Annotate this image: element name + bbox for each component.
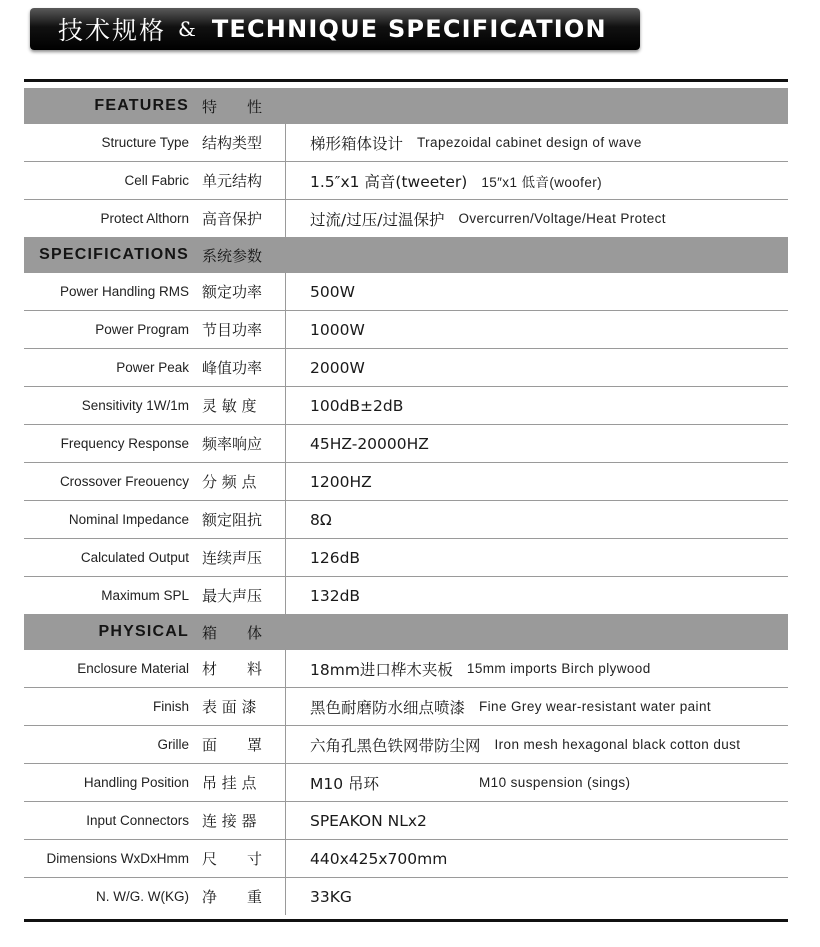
spec-label-zh: 连续声压 xyxy=(202,549,263,567)
spec-value-note: M10 suspension (sings) xyxy=(479,775,631,790)
spec-row xyxy=(24,840,788,878)
spec-label-en: Grille xyxy=(157,737,189,752)
spec-value: 梯形箱体设计 xyxy=(310,134,404,153)
section-title-zh: 特 性 xyxy=(202,97,263,116)
spec-value-cell xyxy=(285,463,788,500)
spec-value: 440x425x700mm xyxy=(310,849,448,868)
spec-row xyxy=(24,764,788,802)
spec-label-zh: 灵 敏 度 xyxy=(202,397,257,415)
spec-label-en: Calculated Output xyxy=(80,550,189,565)
spec-value: 1000W xyxy=(310,320,365,339)
section-title-en: PHYSICAL xyxy=(98,623,189,640)
spec-label-zh: 最大声压 xyxy=(202,587,263,605)
spec-value-note: Fine Grey wear-resistant water paint xyxy=(479,699,711,714)
spec-value: 2000W xyxy=(310,358,365,377)
spec-value-cell xyxy=(285,726,788,763)
spec-value-cell xyxy=(285,840,788,877)
spec-label-zh: 节目功率 xyxy=(202,321,263,339)
spec-label-zh: 表 面 漆 xyxy=(202,698,257,716)
spec-label-en: Crossover Freouency xyxy=(59,474,189,489)
spec-value-note: 15″x1 低音(woofer) xyxy=(481,174,603,190)
spec-label-zh: 净 重 xyxy=(202,888,263,906)
spec-label-en: Input Connectors xyxy=(86,813,189,828)
spec-value: 8Ω xyxy=(310,510,332,529)
spec-value-cell xyxy=(285,387,788,424)
spec-value-note: Trapezoidal cabinet design of wave xyxy=(417,135,642,150)
section-title-en: SPECIFICATIONS xyxy=(39,246,189,263)
table-bottom-rule xyxy=(24,919,788,922)
spec-label-zh: 额定功率 xyxy=(202,283,263,301)
spec-value-cell xyxy=(285,650,788,687)
spec-value-note: 15mm imports Birch plywood xyxy=(466,661,651,676)
spec-label-zh: 分 频 点 xyxy=(202,473,257,491)
section-header xyxy=(24,88,788,124)
spec-value: SPEAKON NLx2 xyxy=(310,811,427,830)
spec-value-cell xyxy=(285,501,788,538)
spec-value-cell xyxy=(285,539,788,576)
spec-value: 500W xyxy=(310,282,355,301)
spec-label-en: Protect Althorn xyxy=(100,211,189,226)
spec-value-cell xyxy=(285,273,788,310)
spec-label-en: Frequency Response xyxy=(60,436,189,451)
spec-label-en: Sensitivity 1W/1m xyxy=(81,398,189,413)
spec-label-zh: 材 料 xyxy=(202,660,263,678)
spec-value-cell xyxy=(285,764,788,801)
spec-row xyxy=(24,539,788,577)
section-title-zh: 箱 体 xyxy=(202,623,263,642)
spec-label-en: Power Peak xyxy=(116,360,189,375)
spec-row xyxy=(24,726,788,764)
spec-label-zh: 峰值功率 xyxy=(202,359,263,377)
section-title-en: FEATURES xyxy=(94,97,189,114)
spec-row xyxy=(24,425,788,463)
spec-row xyxy=(24,650,788,688)
spec-value-cell xyxy=(285,802,788,839)
spec-value-cell xyxy=(285,311,788,348)
spec-value: 126dB xyxy=(310,548,361,567)
title-ampersand: & xyxy=(178,17,196,41)
section-header xyxy=(24,614,788,650)
spec-label-en: Cell Fabric xyxy=(124,173,189,188)
section-rows xyxy=(24,273,788,614)
spec-row xyxy=(24,878,788,915)
title-banner xyxy=(30,8,640,50)
section-rows xyxy=(24,124,788,237)
spec-value-cell xyxy=(285,124,788,161)
spec-row xyxy=(24,802,788,840)
spec-label-zh: 结构类型 xyxy=(202,134,263,152)
spec-label-en: Structure Type xyxy=(101,135,189,150)
spec-label-en: Finish xyxy=(152,699,189,714)
spec-value: 132dB xyxy=(310,586,361,605)
title-zh: 技术规格 xyxy=(58,16,167,45)
spec-label-en: Enclosure Material xyxy=(77,661,189,676)
spec-value: 45HZ-20000HZ xyxy=(310,434,429,453)
title-en: TECHNIQUE SPECIFICATION xyxy=(211,15,607,43)
spec-label-en: N. W/G. W(KG) xyxy=(96,889,189,904)
spec-row xyxy=(24,463,788,501)
spec-label-zh: 尺 寸 xyxy=(202,850,263,868)
spec-value-cell xyxy=(285,349,788,386)
spec-value-cell xyxy=(285,688,788,725)
spec-row xyxy=(24,162,788,200)
spec-row xyxy=(24,688,788,726)
spec-label-en: Maximum SPL xyxy=(101,588,189,603)
spec-value: 100dB±2dB xyxy=(310,396,404,415)
spec-value-cell xyxy=(285,162,788,199)
spec-row xyxy=(24,200,788,237)
spec-value: 六角孔黑色铁网带防尘网 xyxy=(310,736,481,755)
spec-label-zh: 单元结构 xyxy=(202,172,263,190)
section-header xyxy=(24,237,788,273)
spec-value-cell xyxy=(285,425,788,462)
spec-label-en: Power Handling RMS xyxy=(59,284,189,299)
spec-value-note: Overcurren/Voltage/Heat Protect xyxy=(458,211,666,226)
table-body xyxy=(24,88,788,915)
spec-label-en: Dimensions WxDxHmm xyxy=(46,851,189,866)
spec-label-zh: 额定阻抗 xyxy=(202,511,263,529)
spec-row xyxy=(24,311,788,349)
spec-row xyxy=(24,273,788,311)
spec-value-cell xyxy=(285,878,788,915)
spec-label-zh: 频率响应 xyxy=(202,435,263,453)
spec-label-en: Nominal Impedance xyxy=(68,512,189,527)
table-top-rule xyxy=(24,79,788,82)
spec-label-zh: 吊 挂 点 xyxy=(202,774,257,792)
spec-row xyxy=(24,349,788,387)
spec-row xyxy=(24,124,788,162)
spec-value: 1200HZ xyxy=(310,472,372,491)
spec-value-note: Iron mesh hexagonal black cotton dust xyxy=(494,737,741,752)
spec-value: M10 吊环 xyxy=(310,774,380,793)
spec-table xyxy=(24,79,788,922)
spec-label-en: Power Program xyxy=(95,322,189,337)
spec-label-zh: 高音保护 xyxy=(202,210,263,228)
spec-row xyxy=(24,387,788,425)
spec-value: 33KG xyxy=(310,887,352,906)
spec-row xyxy=(24,501,788,539)
spec-row xyxy=(24,577,788,614)
section-rows xyxy=(24,650,788,915)
spec-value: 18mm进口桦木夹板 xyxy=(310,660,453,679)
section-title-zh: 系统参数 xyxy=(202,246,263,265)
spec-value: 1.5″x1 高音(tweeter) xyxy=(310,172,468,191)
spec-value: 过流/过压/过温保护 xyxy=(310,210,445,229)
spec-value-cell xyxy=(285,577,788,614)
spec-label-en: Handling Position xyxy=(83,775,189,790)
spec-label-zh: 面 罩 xyxy=(202,736,263,754)
spec-label-zh: 连 接 器 xyxy=(202,812,257,830)
spec-value-cell xyxy=(285,200,788,237)
spec-value: 黑色耐磨防水细点喷漆 xyxy=(310,698,466,717)
